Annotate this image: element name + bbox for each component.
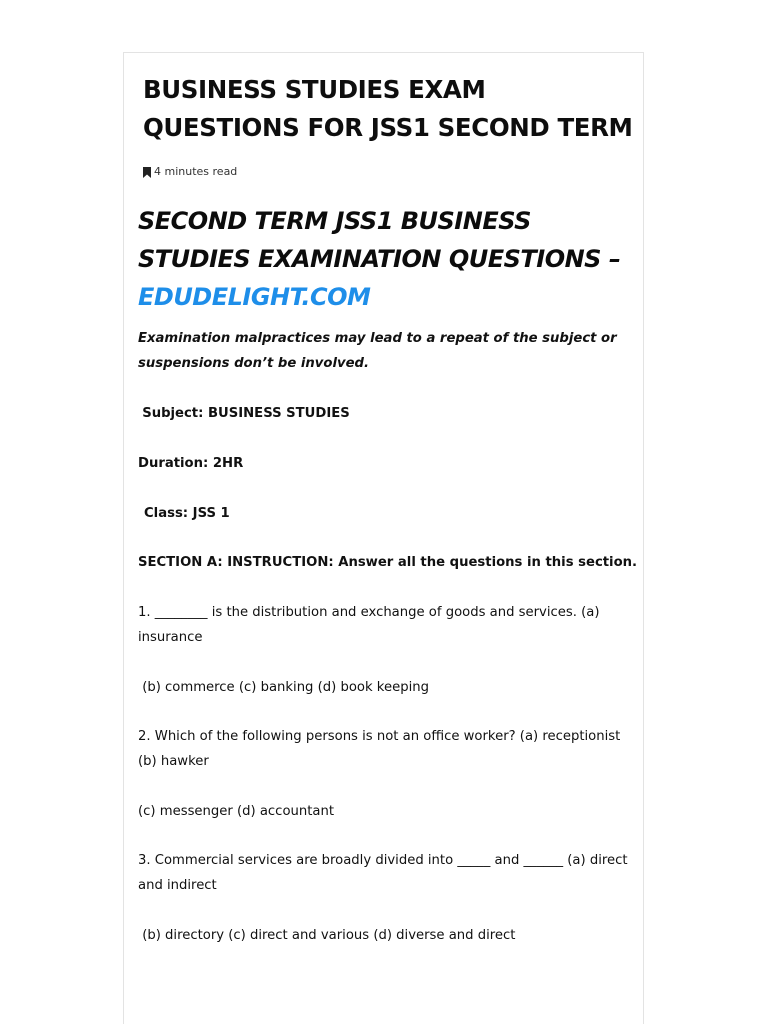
section-instruction: SECTION A: INSTRUCTION: Answer all the questions in this section. (138, 555, 638, 570)
article-headline (138, 202, 638, 316)
question-1: 1. ________ is the distribution and exchange of goods and services. (a) insurance (138, 605, 600, 645)
headline-text: SECOND TERM JSS1 BUSINESS STUDIES EXAMINATION QUESTIONS – (138, 207, 621, 273)
article-title: BUSINESS STUDIES EXAM QUESTIONS FOR JSS1 SECOND TERM (143, 75, 633, 142)
question-2-options: (c) messenger (d) accountant (138, 804, 335, 819)
duration-line: Duration: 2HR (138, 456, 244, 471)
subject-line (138, 401, 638, 426)
question-2: 2. Which of the following persons is not an office worker? (a) receptionist (b) hawker (138, 729, 621, 769)
class-line: Class: JSS 1 (144, 506, 230, 521)
question-3: 3. Commercial services are broadly divided into _____ and ______ (a) direct and indirect (138, 853, 628, 893)
site-link[interactable]: EDUDELIGHT.COM (138, 283, 371, 311)
read-time-meta (143, 164, 237, 180)
malpractice-warning: Examination malpractices may lead to a repeat of the subject or suspensions don’t be involved. (138, 331, 617, 371)
read-time-label: 4 minutes read (154, 165, 238, 178)
bookmark-icon (143, 167, 151, 178)
question-3-options: (b) directory (c) direct and various (d) diverse and direct (138, 928, 516, 943)
question-1-options: (b) commerce (c) banking (d) book keeping (138, 680, 429, 695)
subject-text: Subject: BUSINESS STUDIES (142, 406, 350, 421)
